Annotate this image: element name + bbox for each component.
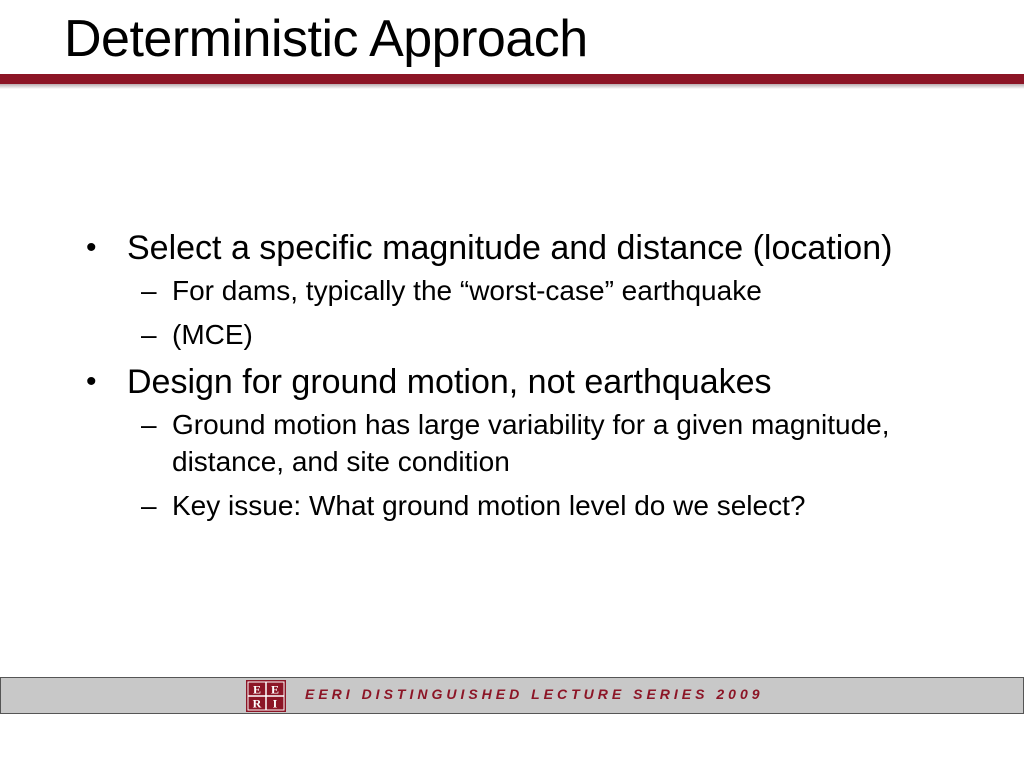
svg-text:I: I	[272, 696, 278, 711]
sub-bullet-text: Key issue: What ground motion level do we select?	[172, 490, 806, 521]
sub-bullet-list	[127, 406, 916, 524]
sub-bullet-item	[127, 272, 916, 309]
svg-text:R: R	[252, 696, 262, 711]
svg-text:E: E	[270, 682, 280, 697]
sub-bullet-item	[127, 316, 916, 353]
dash-marker: –	[141, 409, 157, 440]
footer-text: EERI DISTINGUISHED LECTURE SERIES 2009	[305, 686, 764, 702]
title-rule-shadow	[0, 84, 1024, 89]
title-rule-bar	[0, 74, 1024, 84]
bullet-marker: •	[86, 231, 97, 264]
dash-marker: –	[141, 319, 157, 350]
sub-bullet-item	[127, 406, 916, 480]
sub-bullet-item	[127, 487, 916, 524]
bullet-text: Design for ground motion, not earthquakes	[127, 363, 772, 401]
dash-marker: –	[141, 490, 157, 521]
bullet-item	[86, 226, 916, 353]
sub-bullet-text: Ground motion has large variability for a given magnitude, distance, and site condition	[172, 409, 890, 477]
bullet-item	[86, 360, 916, 524]
bullet-marker: •	[86, 365, 97, 398]
sub-bullet-text: For dams, typically the “worst-case” earthquake	[172, 275, 762, 306]
dash-marker: –	[141, 275, 157, 306]
slide-title: Deterministic Approach	[64, 10, 588, 68]
bullet-text: Select a specific magnitude and distance (location)	[127, 229, 893, 267]
bullet-list	[86, 226, 916, 531]
sub-bullet-text: (MCE)	[172, 319, 253, 350]
footer-bar	[0, 677, 1024, 714]
title-rule	[0, 74, 1024, 90]
svg-text:E: E	[252, 682, 262, 697]
sub-bullet-list	[127, 272, 916, 353]
eeri-logo-icon	[246, 680, 286, 712]
